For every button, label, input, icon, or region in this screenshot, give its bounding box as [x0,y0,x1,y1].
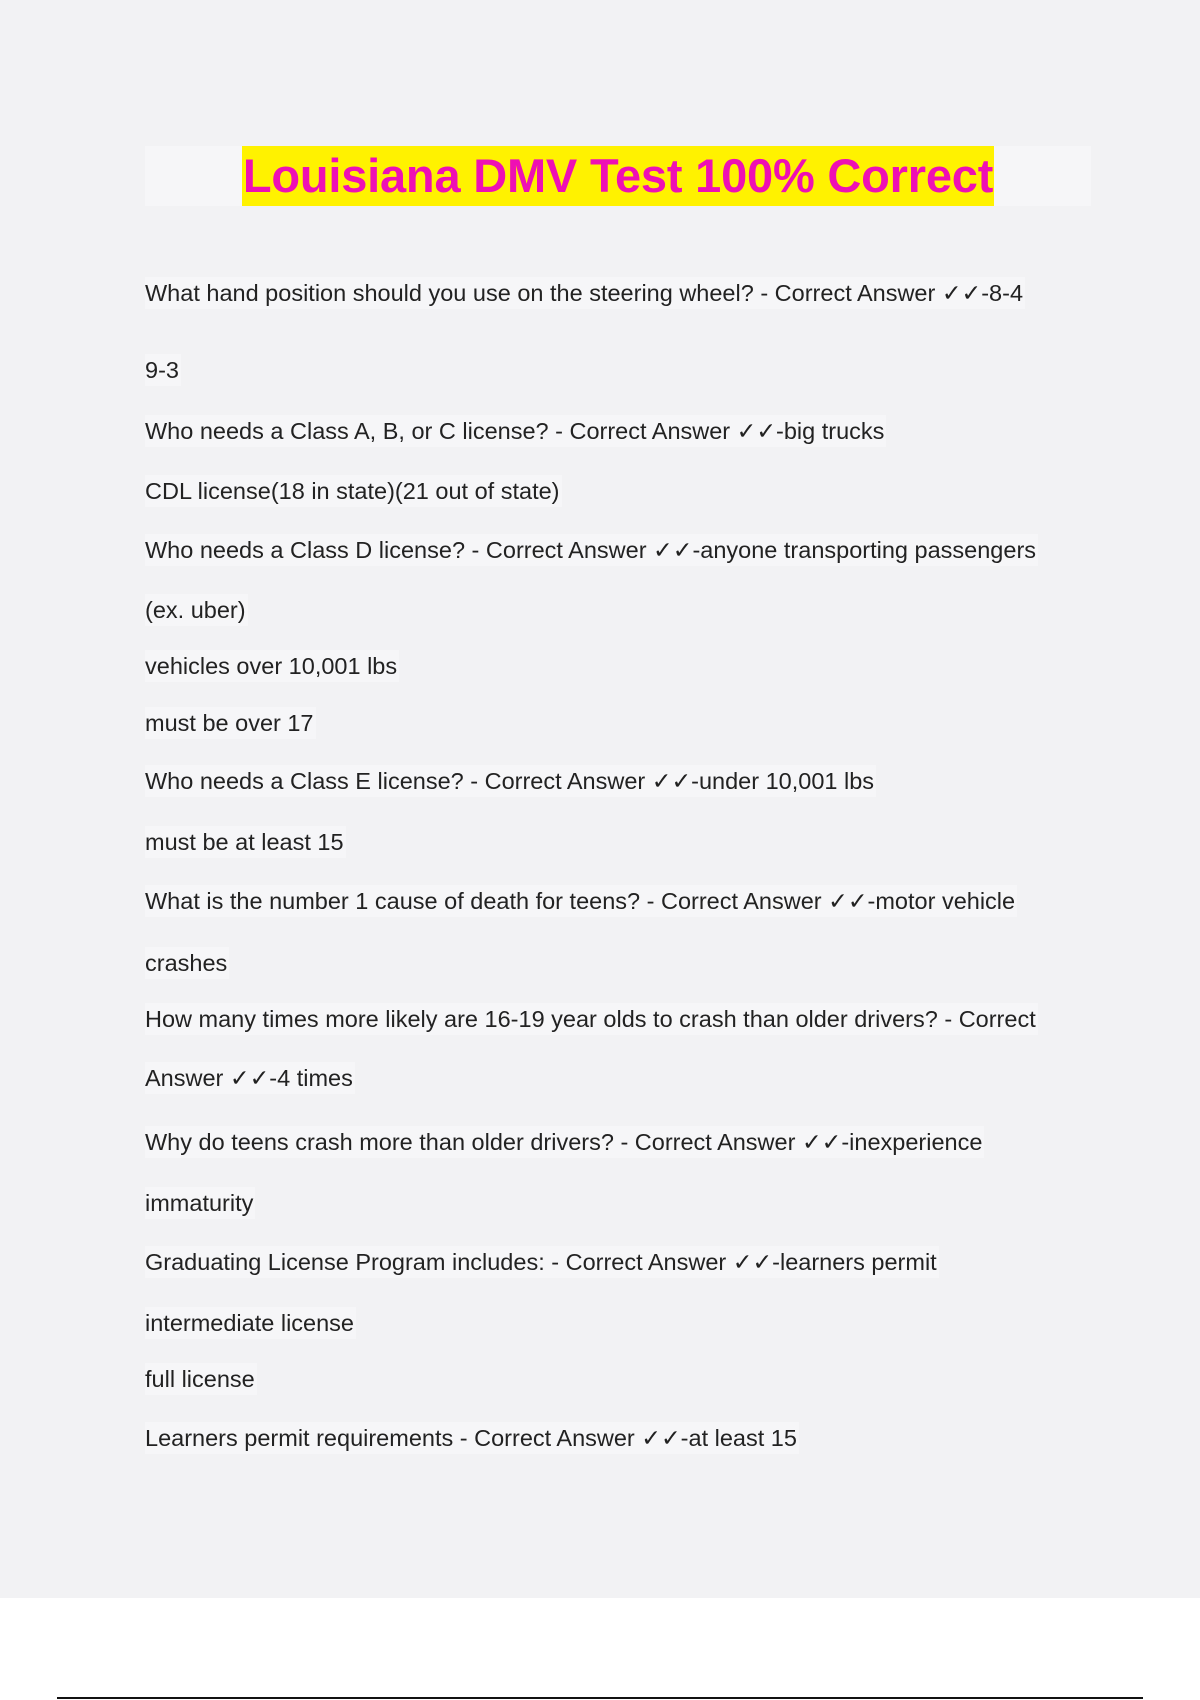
text-line: full license [145,1363,257,1395]
text-line: vehicles over 10,001 lbs [145,650,399,682]
title-band [145,146,1091,206]
document-title: Louisiana DMV Test 100% Correct [242,146,994,206]
text-line: How many times more likely are 16-19 year olds to crash than older drivers? - Correct [145,1003,1038,1035]
text-line: Learners permit requirements - Correct Answer ✓✓-at least 15 [145,1422,799,1454]
text-line: must be at least 15 [145,826,346,858]
text-line: Why do teens crash more than older drivers? - Correct Answer ✓✓-inexperience [145,1126,984,1158]
text-line: immaturity [145,1187,255,1219]
text-line: What hand position should you use on the steering wheel? - Correct Answer ✓✓-8-4 [145,277,1025,309]
text-line: crashes [145,947,229,979]
text-line: Who needs a Class A, B, or C license? - Correct Answer ✓✓-big trucks [145,415,886,447]
text-line: CDL license(18 in state)(21 out of state) [145,475,562,507]
text-line: (ex. uber) [145,594,248,626]
text-line: Who needs a Class D license? - Correct Answer ✓✓-anyone transporting passengers [145,534,1038,566]
text-line: Graduating License Program includes: - Correct Answer ✓✓-learners permit [145,1246,939,1278]
text-line: Who needs a Class E license? - Correct Answer ✓✓-under 10,001 lbs [145,765,876,797]
text-line: 9-3 [145,354,181,386]
text-line: Answer ✓✓-4 times [145,1062,355,1094]
text-line: What is the number 1 cause of death for teens? - Correct Answer ✓✓-motor vehicle [145,885,1017,917]
footer-divider [57,1697,1143,1699]
text-line: intermediate license [145,1307,356,1339]
text-line: must be over 17 [145,707,316,739]
